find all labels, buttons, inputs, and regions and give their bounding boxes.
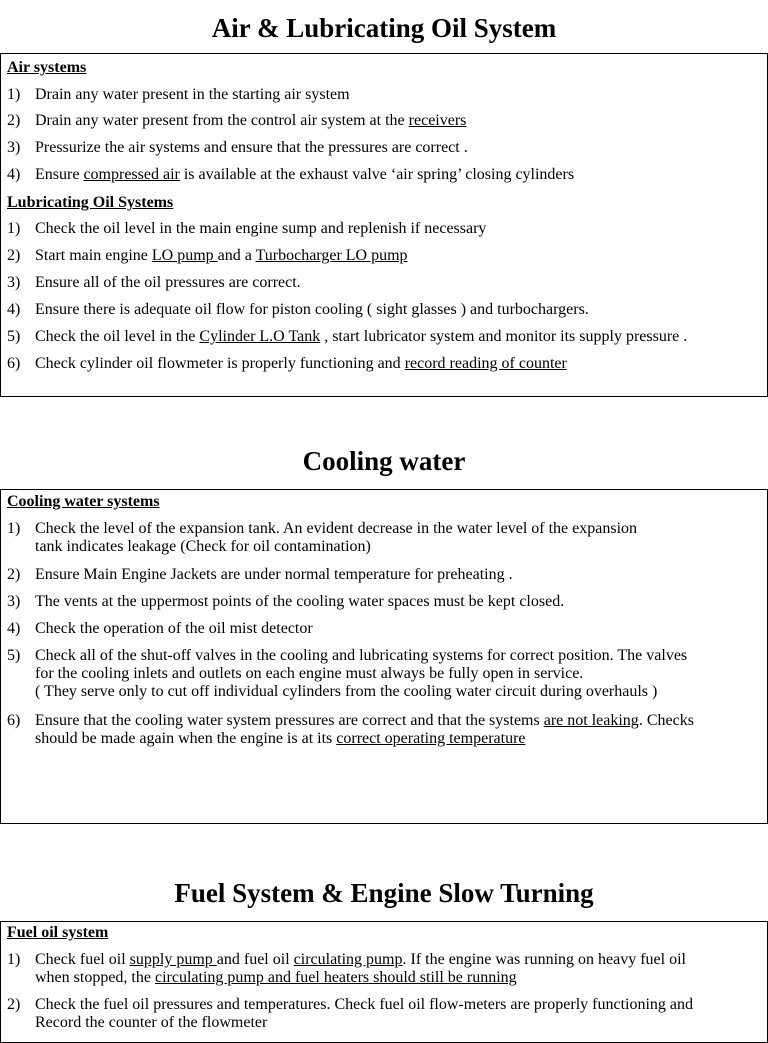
air-systems-heading: Air systems [7,59,87,76]
air-lube-box: Air systems 1) Drain any water present in the starting air system 2) Drain any water present from the control air system at the receivers 3) Pressurize the air systems and ensure that the pressures are correct . 4) Ensure compressed air is available at the exhaust valve ‘air spring’ closing cylinders Lubricating Oil Systems 1) Check the oil level in the main engine sump and replenish if necessary 2) Start main engine LO pump and a Turbocharger LO pump 3) Ensure all of the oil pressures are correct. 4) Ensure there is adequate oil flow for piston cooling ( sight glasses ) and turbochargers. 5) Check the oil level in the Cylinder L.O Tank , start lubricator system and monitor its supply pressure . 6) Check cylinder oil flowmeter is properly functioning and record reading of counter [0,53,768,397]
cooling-water-heading: Cooling water systems [7,493,160,510]
page-title: Air & Lubricating Oil System [211,13,557,43]
lubricating-oil-heading: Lubricating Oil Systems [7,194,174,211]
fuel-system-title: Fuel System & Engine Slow Turning [174,878,594,908]
fuel-system-box: Fuel oil system 1) Check fuel oil supply pump and fuel oil circulating pump. If the engine was running on heavy fuel oil when stopped, the circulating pump and fuel heaters should still be running 2) Check the fuel oil pressures and temperatures. Check fuel oil flow-meters are properly functioning and Record the counter of the flowmeter [0,921,768,1043]
cooling-water-title: Cooling water [302,446,466,476]
fuel-oil-heading: Fuel oil system [7,924,109,941]
cooling-water-box: Cooling water systems 1) Check the level of the expansion tank. An evident decrease in the water level of the expansion tank indicates leakage (Check for oil contamination) 2) Ensure Main Engine Jackets are under normal temperature for preheating . 3) The vents at the uppermost points of the cooling water spaces must be kept closed. 4) Check the operation of the oil mist detector 5) Check all of the shut-off valves in the cooling and lubricating systems for correct position. The valves for the cooling inlets and outlets on each engine must always be fully open in service. ( They serve only to cut off individual cylinders from the cooling water circuit during overhauls ) 6) Ensure that the cooling water system pressures are correct and that the systems are not leaking. Checks should be made again when the engine is at its correct operating temperature [0,489,768,824]
